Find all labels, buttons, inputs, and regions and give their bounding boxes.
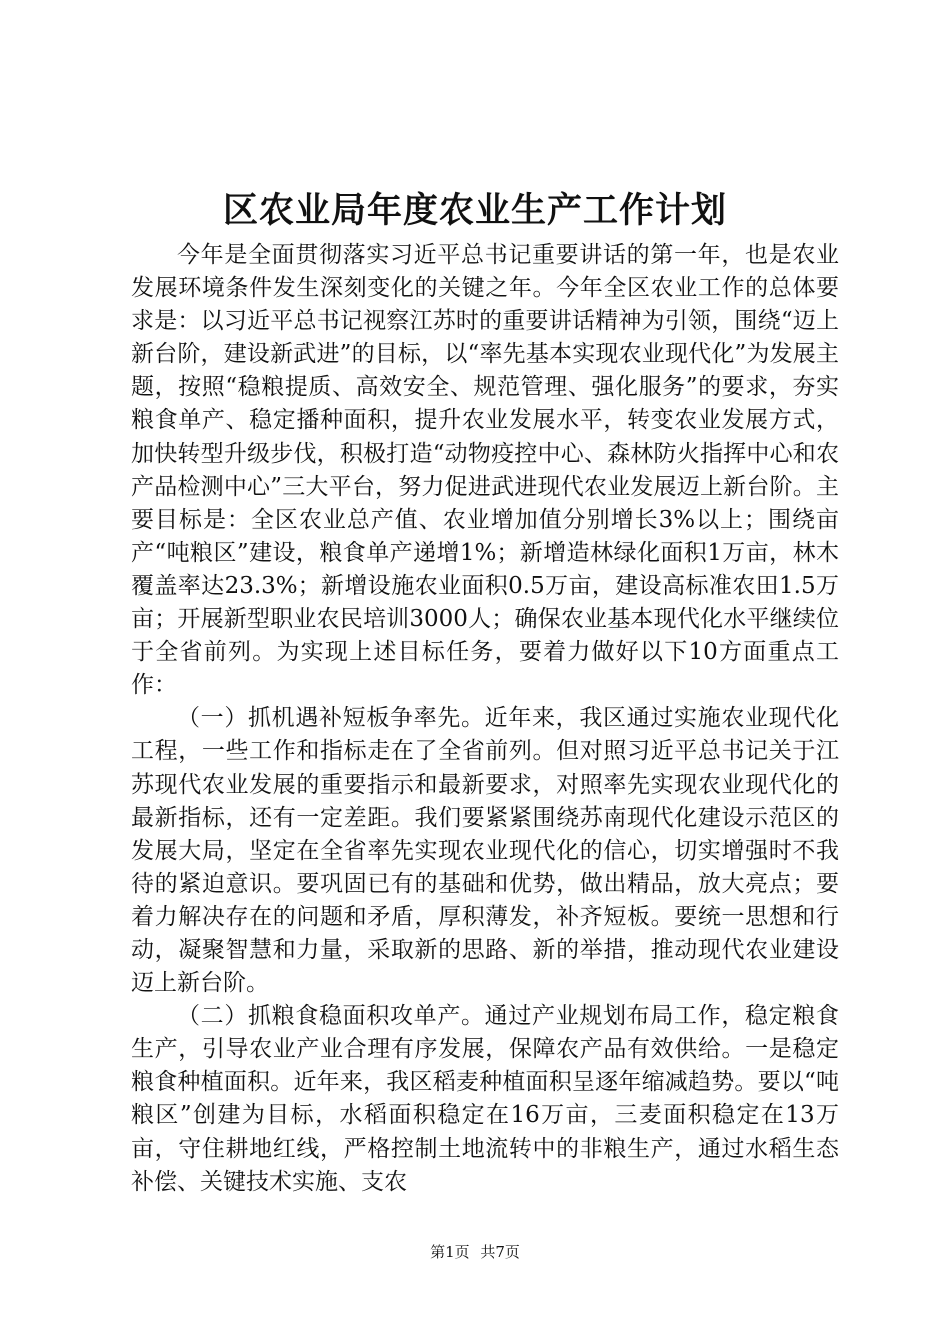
paragraph-section-1: （一）抓机遇补短板争率先。近年来，我区通过实施农业现代化工程，一些工作和指标走在了全省前列。但对照习近平总书记关于江苏现代农业发展的重要指示和最新要求，对照率先实现农业现代化的最新指标，还有一定差距。我们要紧紧围绕苏南现代化建设示范区的发展大局，坚定在全省率先实现农业现代化的信心，切实增强时不我待的紧迫意识。要巩固已有的基础和优势，做出精品，放大亮点；要着力解决存在的问题和矛盾，厚积薄发，补齐短板。要统一思想和行动，凝聚智慧和力量，采取新的思路、新的举措，推动现代农业建设迈上新台阶。	[131, 705, 839, 997]
page-total: 共7页	[480, 1243, 520, 1261]
page-number: 第1页	[430, 1243, 470, 1261]
paragraph-intro: 今年是全面贯彻落实习近平总书记重要讲话的第一年，也是农业发展环境条件发生深刻变化的关键之年。今年全区农业工作的总体要求是：以习近平总书记视察江苏时的重要讲话精神为引领，围绕“迈上新台阶，建设新武进”的目标，以“率先基本实现农业现代化”为发展主题，按照“稳粮提质、高效安全、规范管理、强化服务”的要求，夯实粮食单产、稳定播种面积，提升农业发展水平，转变农业发展方式，加快转型升级步伐，积极打造“动物疫控中心、森林防火指挥中心和农产品检测中心”三大平台，努力促进武进现代农业发展迈上新台阶。主要目标是：全区农业总产值、农业增加值分别增长3%以上；围绕亩产“吨粮区”建设，粮食单产递增1%；新增造林绿化面积1万亩，林木覆盖率达23.3%；新增设施农业面积0.5万亩，建设高标准农田1.5万亩；开展新型职业农民培训3000人；确保农业基本现代化水平继续位于全省前列。为实现上述目标任务，要着力做好以下10方面重点工作：	[131, 242, 839, 699]
document-body	[131, 239, 839, 1199]
document-title: 区农业局年度农业生产工作计划	[222, 190, 727, 231]
paragraph-section-2: （二）抓粮食稳面积攻单产。通过产业规划布局工作，稳定粮食生产，引导农业产业合理有序发展，保障农产品有效供给。一是稳定粮食种植面积。近年来，我区稻麦种植面积呈逐年缩减趋势。要以“吨粮区”创建为目标，水稻面积稳定在16万亩，三麦面积稳定在13万亩，守住耕地红线，严格控制土地流转中的非粮生产，通过水稻生态补偿、关键技术实施、支农	[131, 1003, 839, 1195]
page-footer	[0, 1240, 950, 1264]
